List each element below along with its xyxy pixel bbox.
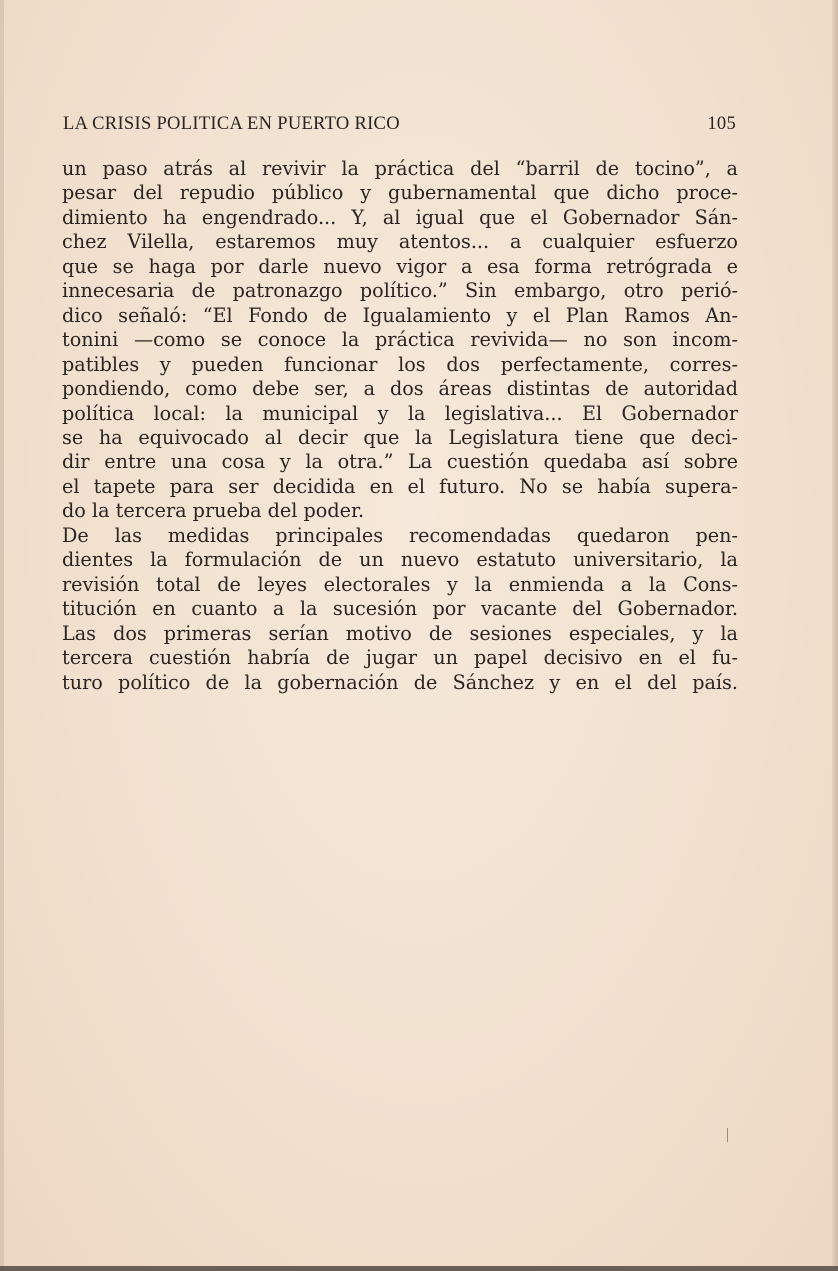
text-line: dimiento ha engendrado... Y, al igual que el Gobernador Sán- [62,205,738,229]
paragraph-2 [62,524,738,695]
text-line: un paso atrás al revivir la práctica del “barril de tocino”, a [62,157,738,180]
text-line: Las dos primeras serían motivo de sesiones especiales, y la [62,621,738,645]
text-line: turo político de la gobernación de Sánchez y en el del país. [62,670,738,694]
paragraph-1 [62,157,738,524]
page-right-edge [832,0,838,1271]
text-line: tonini —como se conoce la práctica revivida— no son incom- [62,328,738,352]
page-left-edge [0,0,4,1271]
text-line: política local: la municipal y la legislativa... El Gobernador [62,401,738,425]
text-line: patibles y pueden funcionar los dos perfectamente, corres- [62,352,738,376]
body-text [62,157,738,695]
text-line: el tapete para ser decidida en el futuro. No se había supera- [62,474,738,498]
stray-mark [727,1128,728,1142]
text-line: se ha equivocado al decir que la Legislatura tiene que deci- [62,425,738,449]
running-head-title: LA CRISIS POLITICA EN PUERTO RICO [63,114,400,134]
text-line: tercera cuestión habría de jugar un papel decisivo en el fu- [62,646,738,670]
page-number: 105 [707,114,736,134]
text-line: dientes la formulación de un nuevo estatuto universitario, la [62,548,738,572]
text-line: innecesaria de patronazgo político.” Sin embargo, otro perió- [62,279,738,303]
text-line: pesar del repudio público y gubernamental que dicho proce- [62,181,738,205]
text-line: De las medidas principales recomendadas quedaron pen- [62,523,738,547]
page-bottom-edge [0,1266,838,1271]
text-line: chez Vilella, estaremos muy atentos... a cualquier esfuerzo [62,230,738,254]
text-line: dico señaló: “El Fondo de Igualamiento y el Plan Ramos An- [62,303,738,327]
text-line: que se haga por darle nuevo vigor a esa forma retrógrada e [62,254,738,278]
text-line: revisión total de leyes electorales y la enmienda a la Cons- [62,572,738,596]
text-line: titución en cuanto a la sucesión por vacante del Gobernador. [62,597,738,621]
text-line: dir entre una cosa y la otra.” La cuestión quedaba así sobre [62,450,738,474]
running-head [63,114,736,135]
text-line: do la tercera prueba del poder. [62,499,365,523]
text-line: pondiendo, como debe ser, a dos áreas distintas de autoridad [62,377,738,401]
